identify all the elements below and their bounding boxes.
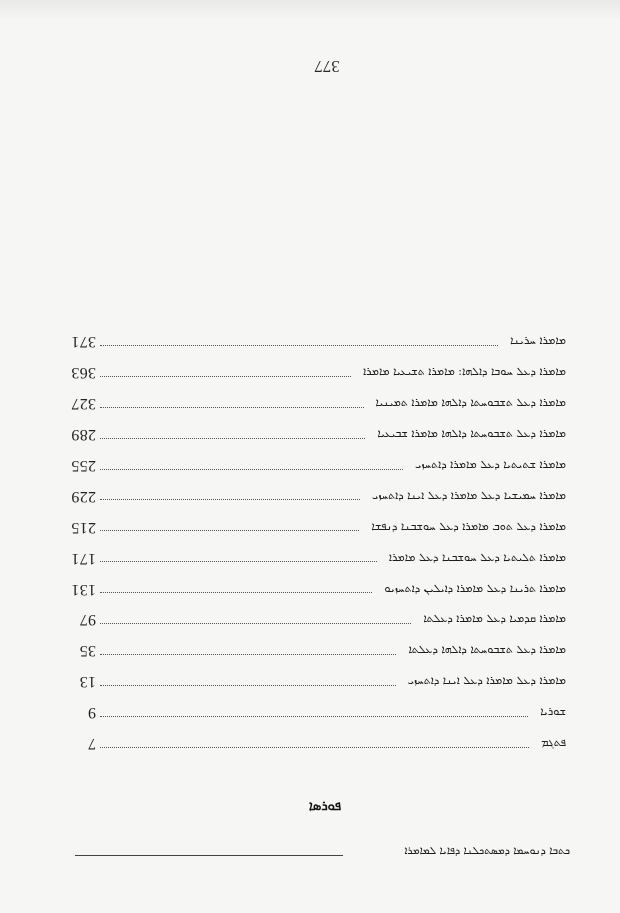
toc-entry-3 [66, 388, 566, 419]
running-footer-title: ܟܬܒܐ ܕܢܘܚܡܐ ܕܡܣܬܟܠܢܐ ܕܦܐܝܐ ܠܡܐܡܪܐ [404, 845, 570, 857]
toc-title: ܡܐܡܪܐ ܬܠܝܬܝܐ ܕܥܠ ܚܘܫܒܢܐ ܕܥܠ ܡܐܡܪܐ [388, 550, 566, 564]
table-of-contents [66, 326, 566, 758]
toc-title: ܫܘܪܝܐ [540, 705, 566, 719]
section-heading: ܦܘܪܣܐ [308, 799, 342, 814]
dot-leader [100, 529, 359, 531]
dot-leader [100, 468, 403, 470]
toc-title: ܡܐܡܪܐ ܕܥܠ ܬܘܒ ܡܐܡܪܐ ܕܥܠ ܚܘܫܒܢܐ ܕܢܦܫܐ [371, 519, 566, 533]
toc-title: ܡܐܡܪܐ ܕܥܠ ܡܐܡܪܐ ܕܥܠ ܐܝܢܐ ܕܐܬܚܙܝ [407, 674, 566, 688]
toc-entry-8 [66, 542, 566, 573]
toc-title: ܡܐܡܪܐ ܫܬܝܬܝܐ ܕܥܠ ܡܐܡܪܐ ܕܐܬܚܙܝ [414, 458, 566, 471]
toc-title: ܡܐܡܪܐ ܚܪܝܢܐ [510, 334, 566, 348]
dot-leader [100, 344, 498, 346]
footer-rule [75, 855, 343, 856]
dot-leader [100, 622, 411, 624]
dot-leader [100, 715, 528, 717]
dot-leader [100, 653, 396, 655]
toc-page-number: 131 [71, 580, 96, 598]
toc-entry-14 [66, 728, 566, 759]
dot-leader [100, 684, 396, 686]
toc-title: ܡܐܡܪܐ ܚܡܝܫܝܐ ܕܥܠ ܡܐܡܪܐ ܕܥܠ ܐܝܢܐ ܕܐܬܚܙܝ [372, 488, 566, 502]
toc-entry-10 [66, 604, 566, 635]
toc-entry-5 [66, 450, 566, 481]
dot-leader [100, 498, 360, 500]
toc-title: ܡܐܡܪܐ ܩܕܡܝܐ ܕܥܠ ܡܐܡܪܐ ܕܥܠܬܐ [423, 612, 566, 626]
toc-entry-12 [66, 666, 566, 697]
toc-page-number: 9 [87, 704, 96, 722]
toc-title: ܦܬܓܡ [541, 736, 566, 750]
toc-title: ܡܐܡܪܐ ܕܥܠ ܚܘܒܐ ܕܐܠܗܐ: ܡܐܡܪܐ ܬܫܝܥܝܐ ܡܐܡܪܐ [363, 365, 566, 379]
toc-title: ܡܐܡܪܐ ܕܥܠ ܬܫܒܘܚܬܐ ܕܐܠܗܐ ܡܐܡܪܐ ܫܒܝܥܝܐ [377, 427, 566, 441]
toc-page-number: 229 [71, 487, 96, 505]
toc-title: ܡܐܡܪܐ ܕܥܠ ܬܫܒܘܚܬܐ ܕܐܠܗܐ ܕܥܠܬܐ [408, 643, 566, 657]
toc-entry-11 [66, 635, 566, 666]
toc-title: ܡܐܡܪܐ ܕܥܠ ܬܫܒܘܚܬܐ ܕܐܠܗܐ ܡܐܡܪܐ ܬܡܝܢܝܐ [375, 396, 566, 410]
toc-page-number: 363 [71, 364, 96, 382]
dot-leader [100, 437, 365, 439]
toc-entry-1 [66, 326, 566, 357]
toc-page-number: 371 [71, 333, 96, 351]
toc-page-number: 255 [71, 457, 96, 474]
toc-page-number: 289 [71, 426, 96, 444]
toc-page-number: 35 [79, 642, 96, 660]
toc-entry-13 [66, 697, 566, 728]
page-number: 377 [314, 57, 340, 76]
dot-leader [100, 406, 364, 408]
toc-entry-2 [66, 357, 566, 388]
toc-entry-6 [66, 480, 566, 511]
toc-page-number: 7 [87, 735, 96, 753]
dot-leader [100, 375, 351, 377]
toc-entry-4 [66, 419, 566, 450]
toc-entry-7 [66, 511, 566, 542]
toc-page-number: 215 [71, 518, 96, 536]
toc-title: ܡܐܡܪܐ ܬܪܝܢܐ ܕܥܠ ܡܐܡܪܐ ܕܐܝܠܝܢ ܕܐܬܚܙܝܘ [384, 581, 566, 595]
dot-leader [100, 746, 529, 748]
toc-page-number: 97 [79, 611, 96, 629]
dot-leader [100, 591, 372, 593]
toc-page-number: 327 [71, 395, 96, 413]
dot-leader [100, 560, 377, 562]
toc-entry-9 [66, 573, 566, 604]
toc-page-number: 171 [71, 549, 96, 567]
toc-page-number: 13 [79, 673, 96, 691]
